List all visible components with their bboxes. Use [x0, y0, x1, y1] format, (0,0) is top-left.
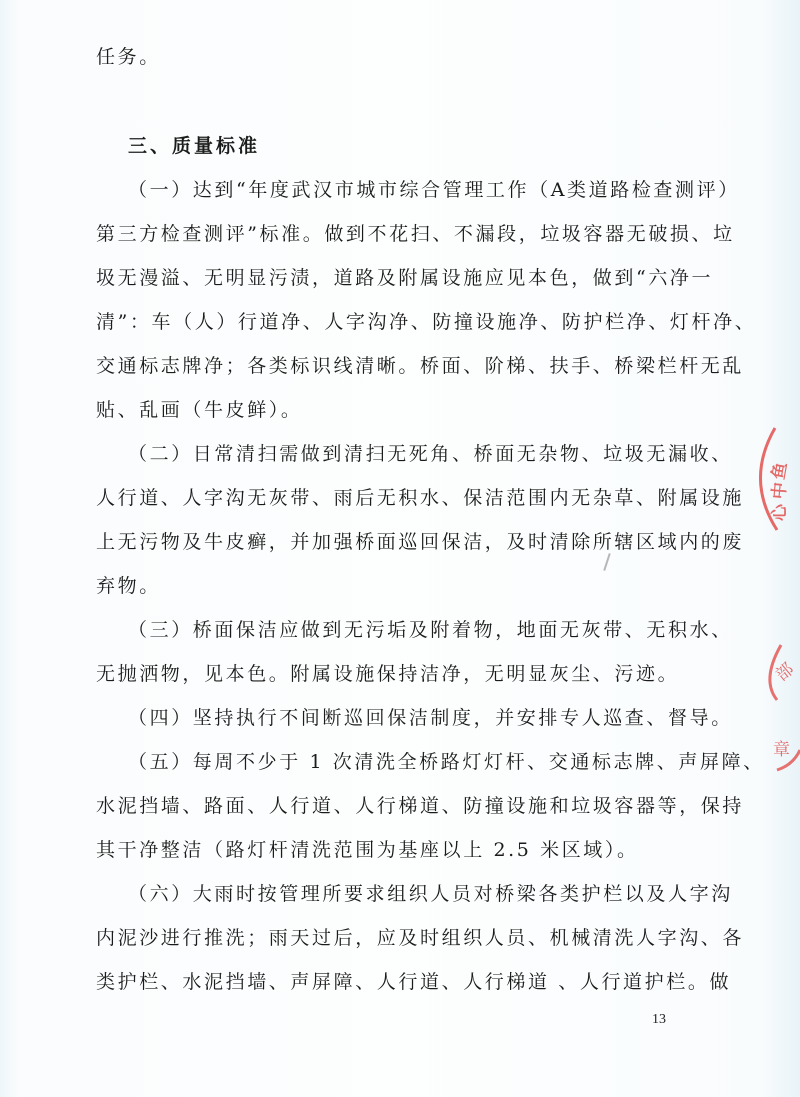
section-heading: 三、质量标准 — [128, 135, 261, 157]
text-line: 圾无漫溢、无明显污渍，道路及附属设施应见本色，做到“六净一 — [96, 267, 714, 289]
text-line: 内泥沙进行推洗；雨天过后，应及时组织人员、机械清洗人字沟、各 — [96, 927, 745, 949]
seal-char: 部 — [772, 659, 799, 686]
text-line: （五）每周不少于 1 次清洗全桥路灯灯杆、交通标志牌、声屏障、 — [128, 751, 765, 773]
page-number: 13 — [652, 1012, 666, 1027]
text-line: 弃物。 — [96, 575, 161, 597]
text-line: 上无污物及牛皮癣，并加强桥面巡回保洁，及时清除所辖区域内的废 — [96, 531, 745, 553]
seal-char: 鱼 — [768, 460, 792, 482]
text-line: 任务。 — [96, 46, 161, 68]
pen-mark — [603, 553, 610, 571]
text-line: 无抛洒物，见本色。附属设施保持洁净，无明显灰尘、污迹。 — [96, 663, 680, 685]
text-line: （三）桥面保洁应做到无污垢及附着物，地面无灰带、无积水、 — [128, 619, 733, 641]
seal-char: 章 — [773, 740, 790, 760]
text-line: （六）大雨时按管理所要求组织人员对桥梁各类护栏以及人字沟 — [128, 883, 733, 905]
text-line: 水泥挡墙、路面、人行道、人行梯道、防撞设施和垃圾容器等，保持 — [96, 795, 745, 817]
text-line: 类护栏、水泥挡墙、声屏障、人行道、人行梯道 、人行道护栏。做 — [96, 971, 732, 993]
seal-char: 中 — [769, 481, 791, 501]
text-line: （二）日常清扫需做到清扫无死角、桥面无杂物、垃圾无漏收、 — [128, 443, 733, 465]
text-line: 贴、乱画（牛皮鲜）。 — [96, 399, 303, 421]
seal-char: 心 — [770, 504, 790, 521]
text-line: 清”：车（人）行道净、人字沟净、防撞设施净、防护栏净、灯杆净、 — [96, 311, 757, 333]
text-line: （四）坚持执行不间断巡回保洁制度，并安排专人巡查、督导。 — [128, 707, 733, 729]
text-line: 其干净整洁（路灯杆清洗范围为基座以上 2.5 米区域）。 — [96, 839, 639, 861]
text-line: 第三方检查测评”标准。做到不花扫、不漏段，垃圾容器无破损、垃 — [96, 223, 735, 245]
text-line: （一）达到“年度武汉市城市综合管理工作（A类道路检查测评） — [128, 179, 740, 201]
text-line: 交通标志牌净；各类标识线清晰。桥面、阶梯、扶手、桥梁栏杆无乱 — [96, 355, 745, 377]
text-line: 人行道、人字沟无灰带、雨后无积水、保洁范围内无杂草、附属设施 — [96, 487, 745, 509]
